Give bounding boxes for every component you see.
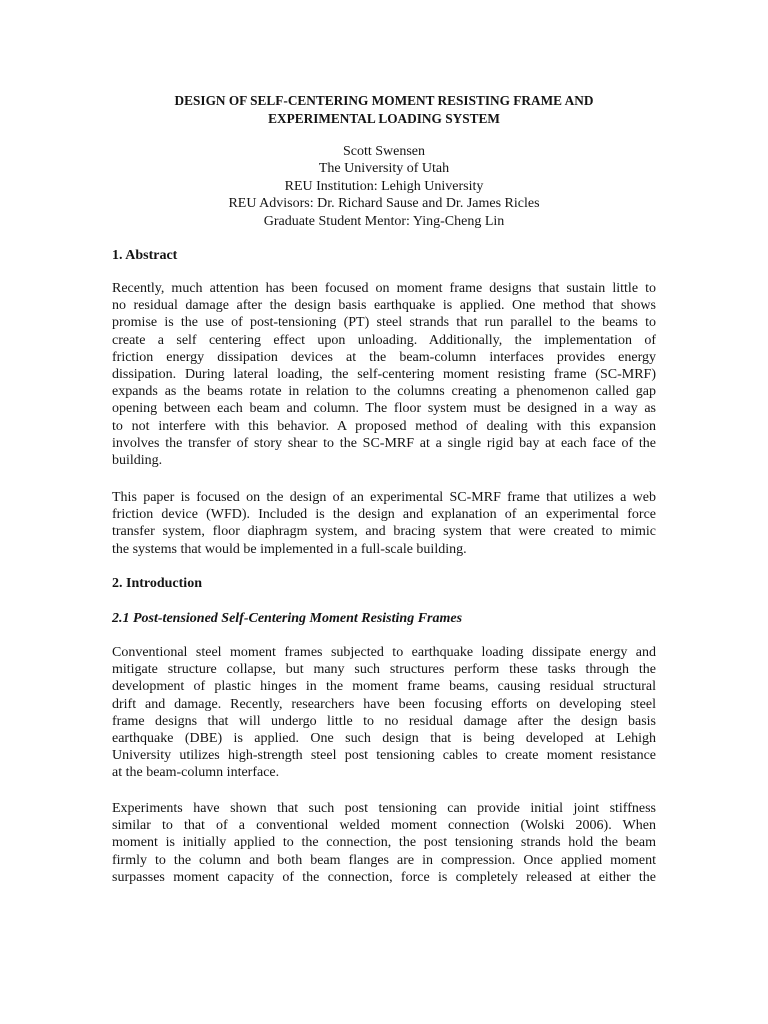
graduate-mentor: Graduate Student Mentor: Ying-Cheng Lin (263, 213, 505, 229)
text-line: dissipation. During lateral loading, the self-centering moment resisting frame (SC-MRF) (112, 366, 656, 382)
text-line: opening between each beam and column. The floor system must be designed in a way as (112, 401, 656, 417)
text-line: development of plastic hinges in the moment frame beams, causing residual structural (112, 679, 656, 695)
text-line: friction energy dissipation devices at the beam-column interfaces provides energy (112, 349, 656, 365)
text-line: firmly to the column and both beam flanges are in compression. Once applied moment (112, 852, 656, 868)
text-line: to not interfere with this behavior. A proposed method of dealing with this expansion (112, 418, 656, 434)
text-line: involves the transfer of story shear to the SC-MRF at a single rigid bay at each face of the (112, 435, 656, 451)
text-line: frame designs that will undergo little to no residual damage after the design basis (112, 713, 656, 729)
text-line: building. (112, 452, 163, 468)
text-line: Conventional steel moment frames subjected to earthquake loading dissipate energy and (112, 645, 656, 660)
abstract-paragraph-2 (112, 489, 656, 558)
introduction-paragraph-1 (112, 644, 656, 782)
text-line: similar to that of a conventional welded moment connection (Wolski 2006). When (112, 818, 656, 834)
introduction-paragraph-2 (112, 800, 656, 886)
title-line: DESIGN OF SELF-CENTERING MOMENT RESISTING FRAME AND (174, 93, 594, 108)
text-line: at the beam-column interface. (112, 765, 280, 781)
author-block (112, 143, 656, 230)
text-line: moment is initially applied to the connection, the post tensioning strands hold the beam (112, 835, 656, 851)
author-name: Scott Swensen (342, 144, 426, 159)
text-line: Recently, much attention has been focused on moment frame designs that sustain little to (112, 281, 656, 296)
text-line: mitigate structure collapse, but many such structures perform these tasks through the (112, 662, 656, 678)
text-line: friction device (WFD). Included is the design and explanation of an experimental force (112, 507, 656, 523)
title-line: EXPERIMENTAL LOADING SYSTEM (268, 111, 500, 126)
reu-institution: REU Institution: Lehigh University (284, 178, 484, 194)
abstract-heading: 1. Abstract (112, 248, 178, 263)
abstract-paragraph-1 (112, 280, 656, 469)
text-line: no residual damage after the design basis earthquake is applied. One method that shows (112, 298, 656, 314)
author-affiliation: The University of Utah (318, 161, 450, 177)
text-line: the systems that would be implemented in a full-scale building. (112, 541, 467, 557)
text-line: expands as the beams rotate in relation to the columns creating a phenomenon called gap (112, 384, 656, 400)
text-line: University utilizes high-strength steel post tensioning cables to create moment resistance (112, 748, 656, 764)
text-line: earthquake (DBE) is applied. One such design that is being developed at Lehigh (112, 730, 656, 746)
text-line: surpasses moment capacity of the connection, force is completely released at either the (112, 869, 656, 885)
text-line: promise is the use of post-tensioning (PT) steel strands that run parallel to the beams to (112, 315, 656, 331)
introduction-heading: 2. Introduction (112, 576, 202, 591)
subsection-heading: 2.1 Post-tensioned Self-Centering Moment Resisting Frames (112, 611, 463, 626)
text-line: This paper is focused on the design of an experimental SC-MRF frame that utilizes a web (112, 490, 656, 505)
text-line: drift and damage. Recently, researchers have been focusing efforts on developing steel (112, 696, 656, 712)
text-line: Experiments have shown that such post tensioning can provide initial joint stiffness (112, 801, 656, 816)
text-line: create a self centering effect upon unloading. Additionally, the implementation of (112, 332, 656, 348)
reu-advisors: REU Advisors: Dr. Richard Sause and Dr. James Ricles (228, 196, 540, 212)
paper-title (112, 92, 656, 128)
text-line: transfer system, floor diaphragm system, and bracing system that were created to mimic (112, 524, 656, 540)
